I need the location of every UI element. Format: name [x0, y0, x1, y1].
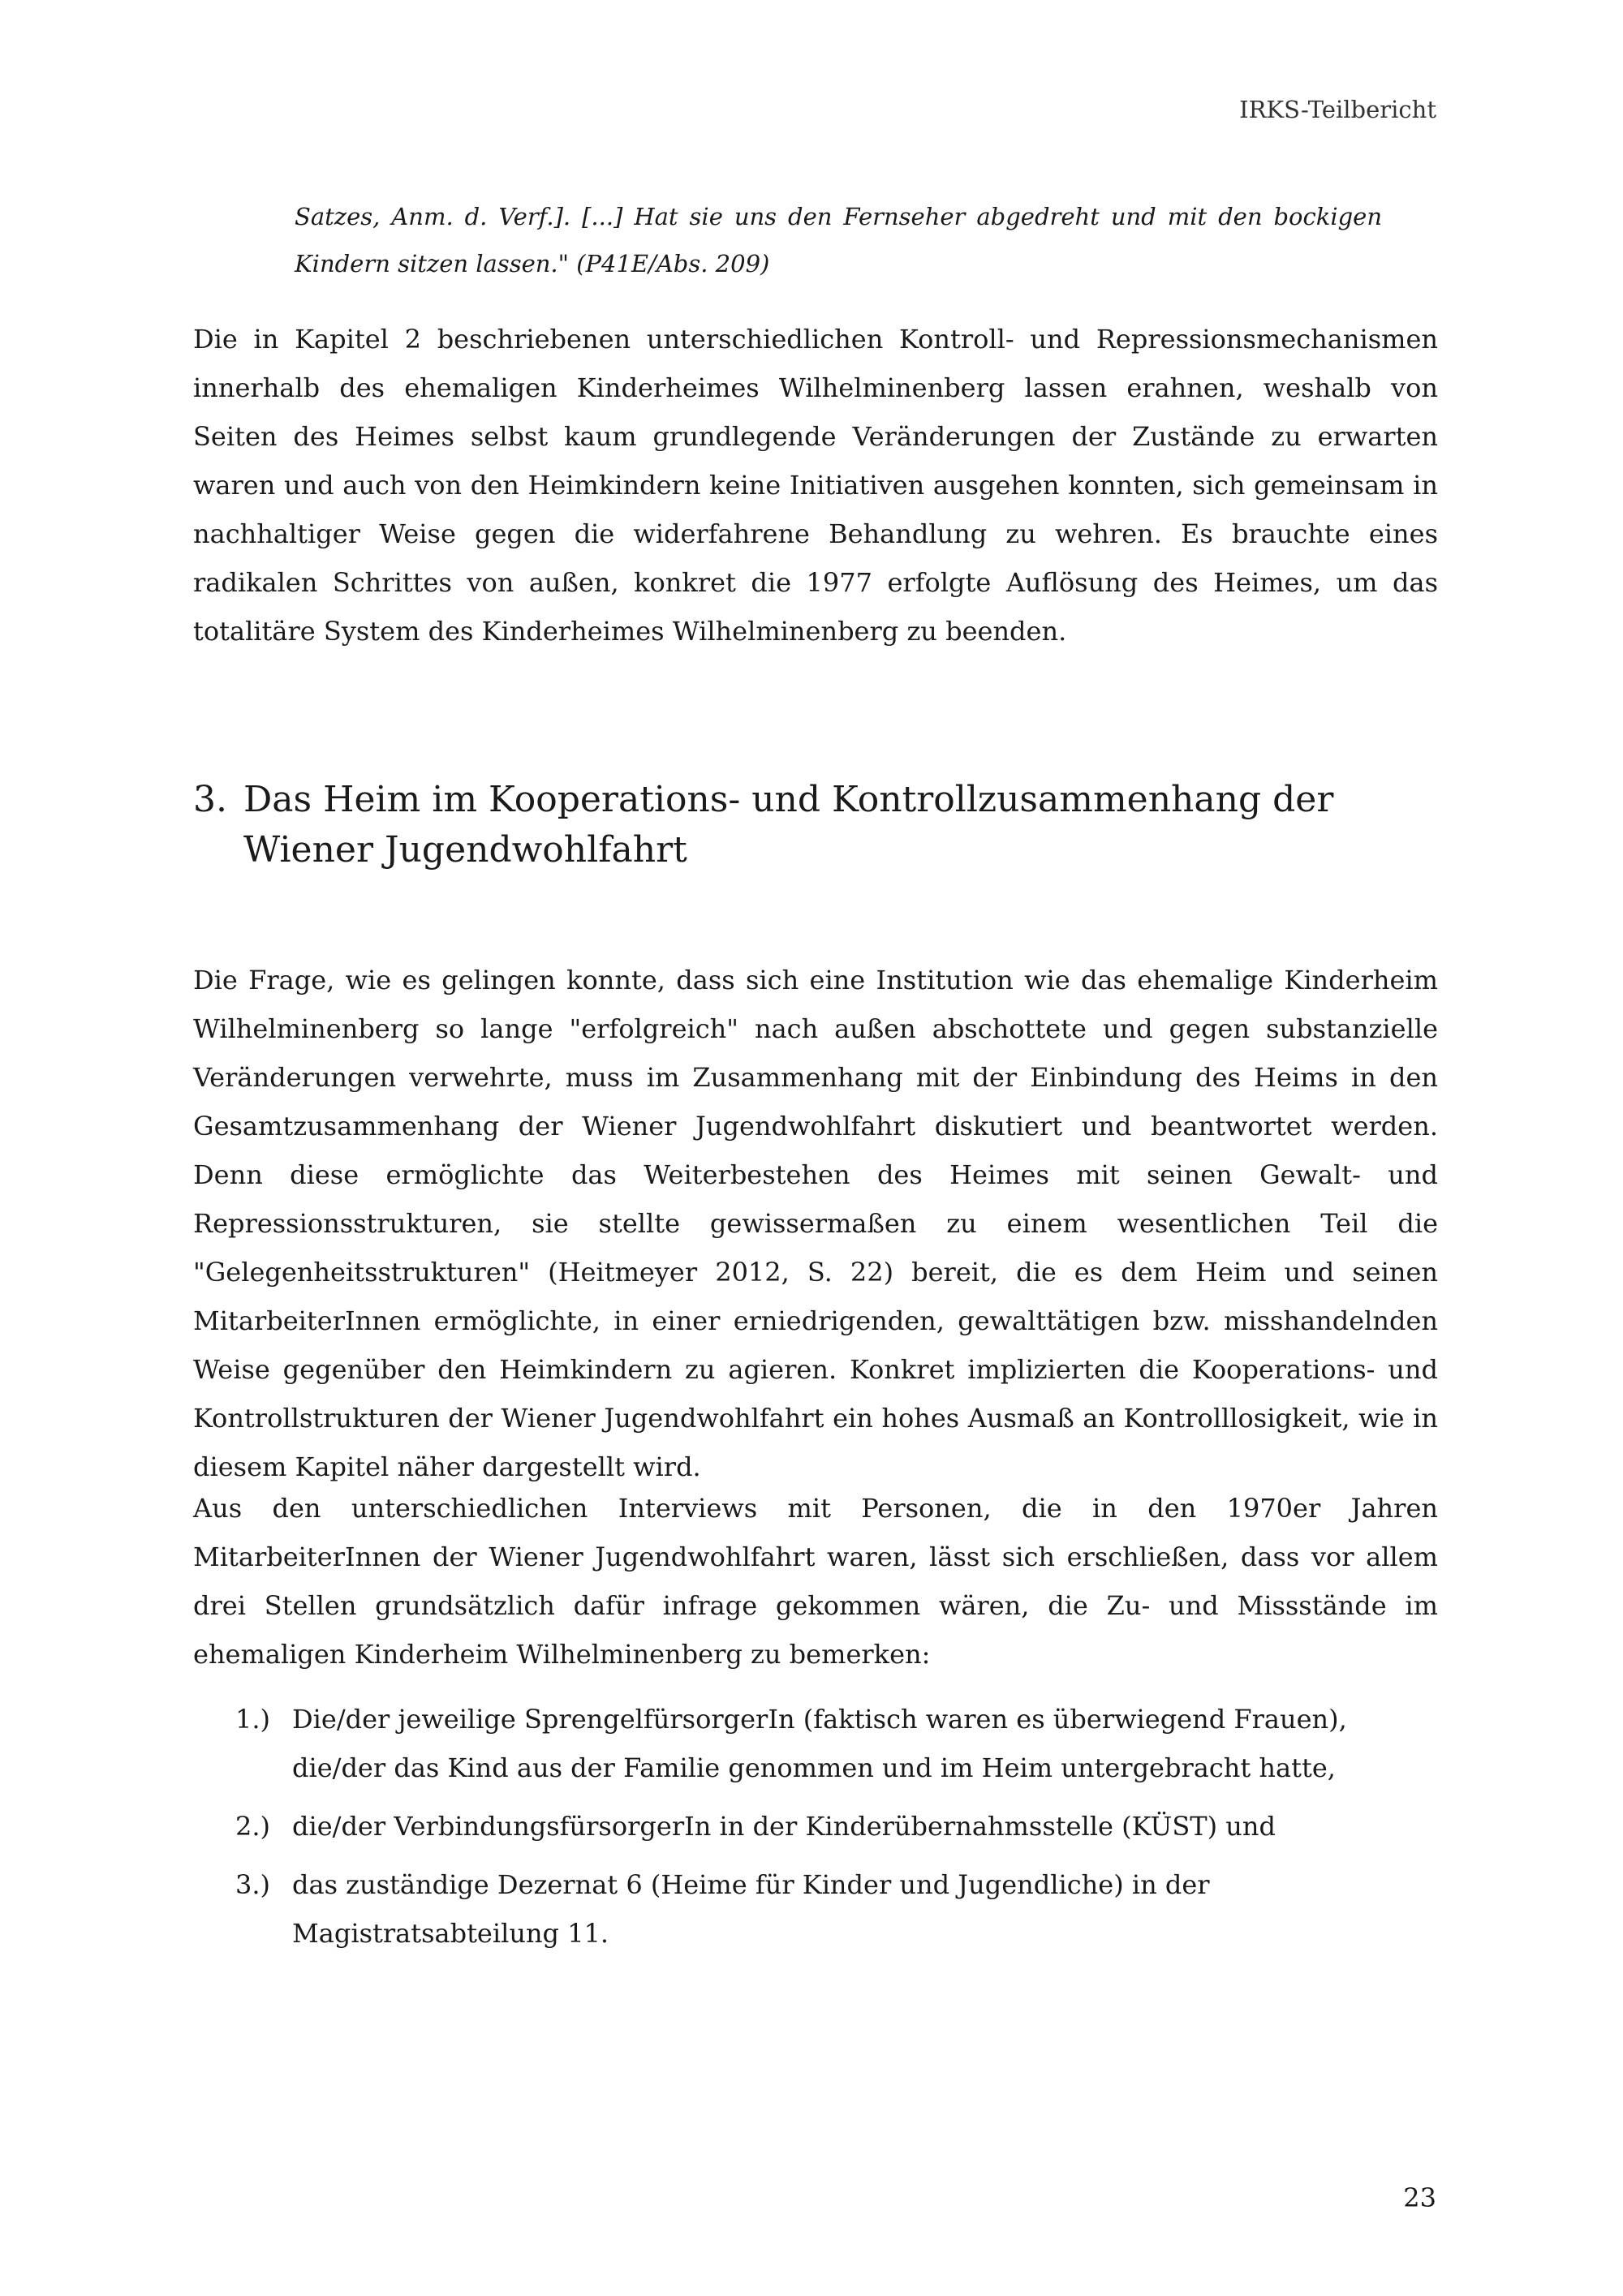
running-header: IRKS-Teilbericht — [1239, 96, 1436, 123]
block-quote: Satzes, Anm. d. Verf.]. [...] Hat sie uns den Fernseher abgedreht und mit den bockigen Kindern sitzen lassen." (P41E/Abs. 209) — [295, 203, 1382, 277]
list-item-text: die/der VerbindungsfürsorgerIn in der Kinderübernahmsstelle (KÜST) und — [292, 1811, 1276, 1842]
section-title: Das Heim im Kooperations- und Kontrollzusammenhang der Wiener Jugendwohlfahrt — [243, 779, 1334, 871]
list-item-text: das zuständige Dezernat 6 (Heime für Kinder und Jugendliche) in der Magistratsabteilung 11. — [292, 1869, 1210, 1949]
paragraph-question: Die Frage, wie es gelingen konnte, dass sich eine Institution wie das ehemalige Kinderheim Wilhelminenberg so lange "erfolgreich" nach außen abschottete und gegen substanzielle Veränderungen verwehrte, muss im Zusammenhang mit der Einbindung des Heims in den Gesamtzusammenhang der Wiener Jugendwohlfahrt diskutiert und beantwortet werden. Denn diese ermöglichte das Weiterbestehen des Heimes mit seinen Gewalt- und Repressionsstrukturen, sie stellte gewissermaßen zu einem wesentlichen Teil die "Gelegenheitsstrukturen" (Heitmeyer 2012, S. 22) bereit, die es dem Heim und seinen MitarbeiterInnen ermöglichte, in einer erniedrigenden, gewalttätigen bzw. misshandelnden Weise gegenüber den Heimkindern zu agieren. Konkret implizierten die Kooperations- und Kontrollstrukturen der Wiener Jugendwohlfahrt ein hohes Ausmaß an Kontrolllosigkeit, wie in diesem Kapitel näher dargestellt wird. — [193, 965, 1438, 1482]
list-item — [235, 1695, 1438, 1792]
paragraph-interviews: Aus den unterschiedlichen Interviews mit Personen, die in den 1970er Jahren MitarbeiterInnen der Wiener Jugendwohlfahrt waren, lässt sich erschließen, dass vor allem drei Stellen grundsätzlich dafür infrage gekommen wären, die Zu- und Missstände im ehemaligen Kinderheim Wilhelminenberg zu bemerken: — [193, 1493, 1438, 1670]
numbered-list — [235, 1695, 1438, 1967]
page-number: 23 — [1403, 2182, 1436, 2213]
list-item — [235, 1860, 1438, 1958]
list-item-text: Die/der jeweilige SprengelfürsorgerIn (faktisch waren es überwiegend Frauen), die/der das Kind aus der Familie genommen und im Heim untergebracht hatte, — [292, 1704, 1347, 1783]
section-number: 3. — [193, 779, 227, 820]
list-item-marker: 2.) — [235, 1811, 271, 1842]
list-item — [235, 1802, 1438, 1851]
paragraph-intro: Die in Kapitel 2 beschriebenen unterschiedlichen Kontroll- und Repressionsmechanismen innerhalb des ehemaligen Kinderheimes Wilhelminenberg lassen erahnen, weshalb von Seiten des Heimes selbst kaum grundlegende Veränderungen der Zustände zu erwarten waren und auch von den Heimkindern keine Initiativen ausgehen konnten, sich gemeinsam in nachhaltiger Weise gegen die widerfahrene Behandlung zu wehren. Es brauchte eines radikalen Schrittes von außen, konkret die 1977 erfolgte Auflösung des Heimes, um das totalitäre System des Kinderheimes Wilhelminenberg zu beenden. — [193, 324, 1438, 647]
list-item-marker: 3.) — [235, 1869, 271, 1900]
section-heading — [193, 775, 1443, 875]
list-item-marker: 1.) — [235, 1704, 271, 1735]
